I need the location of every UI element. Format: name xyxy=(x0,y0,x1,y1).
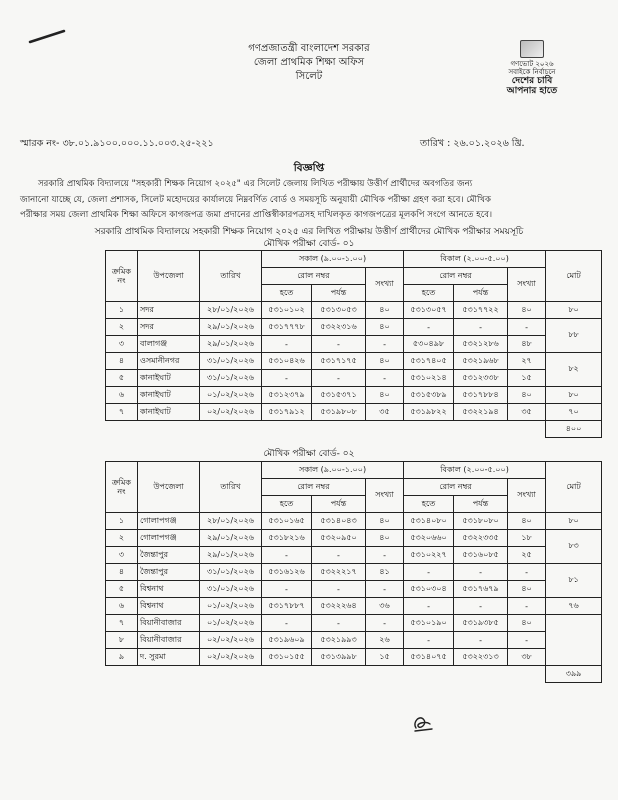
cell-mt: - xyxy=(312,547,366,564)
col-upazila: উপজেলা xyxy=(138,462,200,513)
cell-sl: ৩ xyxy=(106,336,138,353)
cell-at: ৫৩২২১৯৪ xyxy=(454,404,508,421)
cell-total: ৮৮ xyxy=(546,319,602,353)
table-row xyxy=(106,302,602,319)
blank-cell xyxy=(106,421,546,438)
col-count: সংখ্যা xyxy=(366,268,404,302)
cell-upazila: বিশ্বনাথ xyxy=(138,581,200,598)
cell-at: ৫৩২১২৮৬ xyxy=(454,336,508,353)
ballot-icon xyxy=(520,40,544,58)
cell-sl: ৩ xyxy=(106,547,138,564)
col-count: সংখ্যা xyxy=(508,479,546,513)
cell-mf: ৫৩১০৪২৬ xyxy=(262,353,312,370)
grand-total-row xyxy=(106,421,602,438)
notice-title: বিজ্ঞপ্তি xyxy=(293,162,325,174)
notice-line: পরীক্ষার সময় জেলা প্রাথমিক শিক্ষা অফিসে কাগজপত্র জমা প্রদানের প্রাপ্তিস্বীকারপত্রসহ দাখিলকৃত কাগজপত্রের মূলকপি সংগে আনতে হবে। xyxy=(20,210,493,220)
cell-ac: ৩৮ xyxy=(508,649,546,666)
grand-total: ৩৯৯ xyxy=(546,666,602,683)
cell-mt: - xyxy=(312,370,366,387)
cell-ac: - xyxy=(508,598,546,615)
cell-mt: ৫৩১৩৯৯৮ xyxy=(312,649,366,666)
logo-line: সবাইকে নির্বাচনে xyxy=(508,68,556,76)
cell-mt: - xyxy=(312,615,366,632)
cell-mt: ৫৩২২৩১৬ xyxy=(312,319,366,336)
cell-mc: - xyxy=(366,615,404,632)
col-morning: সকাল (৯.০০-১.০০) xyxy=(262,462,404,479)
cell-total: ৭৬ xyxy=(546,598,602,615)
col-morning: সকাল (৯.০০-১.০০) xyxy=(262,251,404,268)
cell-sl: ৫ xyxy=(106,370,138,387)
gov-title: গণপ্রজাতন্ত্রী বাংলাদেশ সরকার xyxy=(248,43,370,54)
cell-date: ০২/০২/২০২৬ xyxy=(200,632,262,649)
cell-date: ০১/০২/২০২৬ xyxy=(200,615,262,632)
cell-date: ২৮/০১/২০২৬ xyxy=(200,302,262,319)
cell-mc: ৪০ xyxy=(366,530,404,547)
cell-at: ৫৩১৭৭২২ xyxy=(454,302,508,319)
notice-body xyxy=(20,177,600,224)
cell-total xyxy=(546,615,602,666)
table-row xyxy=(106,564,602,581)
cell-upazila: সদর xyxy=(138,302,200,319)
table-row xyxy=(106,319,602,336)
cell-ac: ৪০ xyxy=(508,387,546,404)
table-row xyxy=(106,404,602,421)
cell-total: ৮১ xyxy=(546,564,602,598)
cell-sl: ৮ xyxy=(106,632,138,649)
col-count: সংখ্যা xyxy=(366,479,404,513)
col-date: তারিখ xyxy=(200,251,262,302)
col-count: সংখ্যা xyxy=(508,268,546,302)
cell-mf: ৫৩১৭৭৭৮ xyxy=(262,319,312,336)
cell-sl: ১ xyxy=(106,302,138,319)
cell-at: ৫৩১৯৩৮৫ xyxy=(454,615,508,632)
table-row xyxy=(106,632,602,649)
cell-mt: - xyxy=(312,581,366,598)
board-1-title: মৌখিক পরীক্ষা বোর্ড- ০১ xyxy=(263,239,355,249)
cell-date: ৩১/০১/২০২৬ xyxy=(200,353,262,370)
table-row xyxy=(106,387,602,404)
table-row xyxy=(106,370,602,387)
col-from: হতে xyxy=(404,496,454,513)
cell-mc: ৪০ xyxy=(366,319,404,336)
cell-sl: ৪ xyxy=(106,353,138,370)
cell-upazila: গোলাপগঞ্জ xyxy=(138,513,200,530)
cell-mf: - xyxy=(262,547,312,564)
cell-at: ৫৩২২৩১৩ xyxy=(454,649,508,666)
cell-ac: ৪০ xyxy=(508,513,546,530)
table-row xyxy=(106,547,602,564)
table-row xyxy=(106,513,602,530)
cell-ac: - xyxy=(508,564,546,581)
blank-cell xyxy=(106,666,546,683)
col-roll: রোল নম্বর xyxy=(262,479,366,496)
table-row xyxy=(106,530,602,547)
grand-total: ৪০০ xyxy=(546,421,602,438)
cell-mf: ৫৩১৮২১৬ xyxy=(262,530,312,547)
col-to: পর্যন্ত xyxy=(454,285,508,302)
cell-date: ০১/০২/২০২৬ xyxy=(200,387,262,404)
cell-upazila: কানাইঘাট xyxy=(138,370,200,387)
cell-ac: ৪০ xyxy=(508,581,546,598)
col-from: হতে xyxy=(404,285,454,302)
cell-sl: ৯ xyxy=(106,649,138,666)
cell-mt: ৫৩১৩০৫৩ xyxy=(312,302,366,319)
cell-date: ২৯/০১/২০২৬ xyxy=(200,547,262,564)
cell-af: ৫৩১৪০৭৫ xyxy=(404,649,454,666)
cell-af: ৫৩১৪০৮০ xyxy=(404,513,454,530)
cell-sl: ১ xyxy=(106,513,138,530)
cell-mc: ৪১ xyxy=(366,564,404,581)
cell-ac: ৪৮ xyxy=(508,336,546,353)
table-row xyxy=(106,649,602,666)
cell-af: ৫৩১৫৩৮৯ xyxy=(404,387,454,404)
district-title: সিলেট xyxy=(295,71,323,82)
col-from: হতে xyxy=(262,285,312,302)
logo-slogan: আপনার হাতে xyxy=(506,86,558,96)
cell-date: ২৯/০১/২০২৬ xyxy=(200,319,262,336)
cell-mf: ৫৩১০১৬৫ xyxy=(262,513,312,530)
cell-total: ৮০ xyxy=(546,513,602,530)
col-roll: রোল নম্বর xyxy=(404,479,508,496)
cell-mt: ৫৩১৭১৭৫ xyxy=(312,353,366,370)
col-roll: রোল নম্বর xyxy=(262,268,366,285)
cell-mt: ৫৩১৪০৪৩ xyxy=(312,513,366,530)
cell-upazila: জৈন্তাপুর xyxy=(138,547,200,564)
cell-mt: ৫৩১৫৩৭১ xyxy=(312,387,366,404)
cell-at: ৫৩১৬০৮৫ xyxy=(454,547,508,564)
col-date: তারিখ xyxy=(200,462,262,513)
cell-upazila: দ. সুরমা xyxy=(138,649,200,666)
cell-date: ৩১/০১/২০২৬ xyxy=(200,370,262,387)
cell-at: ৫৩২১৯৬৮ xyxy=(454,353,508,370)
cell-sl: ২ xyxy=(106,319,138,336)
cell-upazila: বিয়ানীবাজার xyxy=(138,632,200,649)
table-row xyxy=(106,581,602,598)
cell-mf: ৫৩১০১০২ xyxy=(262,302,312,319)
cell-ac: ৪০ xyxy=(508,615,546,632)
cell-sl: ৪ xyxy=(106,564,138,581)
cell-at: ৫৩১৭৬৭৯ xyxy=(454,581,508,598)
cell-mc: - xyxy=(366,547,404,564)
cell-at: - xyxy=(454,632,508,649)
cell-mc: - xyxy=(366,336,404,353)
cell-mc: ৪০ xyxy=(366,353,404,370)
pen-mark xyxy=(28,28,68,44)
cell-mf: ৫৩১৯৬০৯ xyxy=(262,632,312,649)
cell-upazila: সদর xyxy=(138,319,200,336)
cell-ac: ১৫ xyxy=(508,370,546,387)
cell-total: ৮২ xyxy=(546,353,602,387)
cell-mt: ৫৩১৯৮০৮ xyxy=(312,404,366,421)
cell-mc: ৪০ xyxy=(366,513,404,530)
notice-line: জানানো যাচ্ছে যে, জেলা প্রশাসক, সিলেট মহোদয়ের কার্যালয়ে নিম্নবর্ণিত বোর্ড ও সময়সূচি অনুযায়ী মৌখিক পরীক্ষা গ্রহণ করা হবে। মৌখিক xyxy=(20,194,492,205)
cell-af: ৫৩১৯৮২২ xyxy=(404,404,454,421)
cell-af: ৫৩১০২১৪ xyxy=(404,370,454,387)
cell-ac: - xyxy=(508,632,546,649)
col-serial: ক্রমিক নং xyxy=(106,462,138,513)
cell-mf: - xyxy=(262,581,312,598)
cell-af: ৫৩২০৬৬০ xyxy=(404,530,454,547)
cell-date: ০২/০২/২০২৬ xyxy=(200,649,262,666)
cell-upazila: বালাগঞ্জ xyxy=(138,336,200,353)
cell-mc: ৪০ xyxy=(366,302,404,319)
cell-mt: - xyxy=(312,336,366,353)
col-serial: ক্রমিক নং xyxy=(106,251,138,302)
cell-ac: ১৮ xyxy=(508,530,546,547)
cell-at: - xyxy=(454,319,508,336)
cell-af: ৫৩১৭৪০৫ xyxy=(404,353,454,370)
referendum-logo xyxy=(497,40,567,96)
cell-at: ৫৩১২৩৩৮ xyxy=(454,370,508,387)
memo-date: তারিখ : ২৬.০১.২০২৬ খ্রি. xyxy=(420,138,525,149)
cell-mf: ৫৩১৭৮৮৭ xyxy=(262,598,312,615)
table-row xyxy=(106,336,602,353)
cell-at: ৫৩১৭৮৮৪ xyxy=(454,387,508,404)
cell-sl: ৭ xyxy=(106,615,138,632)
cell-at: ৫৩২২৩৩৫ xyxy=(454,530,508,547)
cell-ac: ৩৫ xyxy=(508,404,546,421)
cell-af: ৫৩১০২২৭ xyxy=(404,547,454,564)
col-total: মোট xyxy=(546,251,602,302)
cell-total: ৮০ xyxy=(546,302,602,319)
cell-mc: - xyxy=(366,581,404,598)
cell-upazila: জৈন্তাপুর xyxy=(138,564,200,581)
cell-mf: ৫৩১৭৯১২ xyxy=(262,404,312,421)
cell-total: ৮৩ xyxy=(546,530,602,564)
cell-af: ৫৩১০১৯০ xyxy=(404,615,454,632)
table-row xyxy=(106,615,602,632)
cell-mt: ৫৩২২২৬৪ xyxy=(312,598,366,615)
cell-mf: - xyxy=(262,336,312,353)
cell-date: ০২/০২/২০২৬ xyxy=(200,404,262,421)
cell-upazila: বিয়ানীবাজার xyxy=(138,615,200,632)
logo-line: গণভোট ২০২৬ xyxy=(510,60,554,68)
cell-af: ৫৩০৪৯৮ xyxy=(404,336,454,353)
cell-date: ২৯/০১/২০২৬ xyxy=(200,336,262,353)
notice-line: সরকারি প্রাথমিক বিদ্যালয়ে "সহকারী শিক্ষক নিয়োগ ২০২৫" এর সিলেট জেলায় লিখিত পরীক্ষায় উত্তীর্ণ প্রার্থীদের অবগতির জন্য xyxy=(38,179,473,189)
cell-mf: ৫৩১৬১২৬ xyxy=(262,564,312,581)
cell-upazila: ওসমানীনগর xyxy=(138,353,200,370)
cell-at: - xyxy=(454,598,508,615)
cell-af: ৫৩১০৩০৪ xyxy=(404,581,454,598)
board-2-table xyxy=(105,461,602,683)
col-to: পর্যন্ত xyxy=(454,496,508,513)
cell-date: ২৮/০১/২০২৬ xyxy=(200,513,262,530)
cell-mc: - xyxy=(366,370,404,387)
col-upazila: উপজেলা xyxy=(138,251,200,302)
col-from: হতে xyxy=(262,496,312,513)
cell-ac: - xyxy=(508,319,546,336)
cell-total: ৮০ xyxy=(546,387,602,404)
col-to: পর্যন্ত xyxy=(312,285,366,302)
col-afternoon: বিকাল (২.০০-৫.০০) xyxy=(404,462,546,479)
table-row xyxy=(106,598,602,615)
cell-mc: ১৫ xyxy=(366,649,404,666)
cell-upazila: গোলাপগঞ্জ xyxy=(138,530,200,547)
cell-mc: ২৬ xyxy=(366,632,404,649)
col-to: পর্যন্ত xyxy=(312,496,366,513)
signature xyxy=(410,712,436,734)
cell-mt: ৫৩২২২১৭ xyxy=(312,564,366,581)
cell-at: - xyxy=(454,564,508,581)
cell-ac: ৪০ xyxy=(508,302,546,319)
cell-sl: ৭ xyxy=(106,404,138,421)
board-1-table xyxy=(105,250,602,438)
cell-sl: ২ xyxy=(106,530,138,547)
cell-upazila: কানাইঘাট xyxy=(138,387,200,404)
cell-sl: ৬ xyxy=(106,598,138,615)
cell-mc: ৩৫ xyxy=(366,404,404,421)
cell-af: - xyxy=(404,564,454,581)
cell-sl: ৫ xyxy=(106,581,138,598)
cell-at: ৫৩১৮০৮০ xyxy=(454,513,508,530)
cell-date: ৩১/০১/২০২৬ xyxy=(200,564,262,581)
cell-mf: ৫৩১২৩৭৯ xyxy=(262,387,312,404)
cell-date: ৩১/০১/২০২৬ xyxy=(200,581,262,598)
col-afternoon: বিকাল (২.০০-৫.০০) xyxy=(404,251,546,268)
memo-number: স্মারক নং- ৩৮.০১.৯১০০.০০০.১১.০০৩.২৫-২২১ xyxy=(20,138,214,149)
cell-af: - xyxy=(404,632,454,649)
office-title: জেলা প্রাথমিক শিক্ষা অফিস xyxy=(253,57,365,68)
cell-mt: ৫৩২০৯৫০ xyxy=(312,530,366,547)
cell-mc: ৪০ xyxy=(366,387,404,404)
col-roll: রোল নম্বর xyxy=(404,268,508,285)
cell-date: ২৯/০১/২০২৬ xyxy=(200,530,262,547)
cell-af: - xyxy=(404,319,454,336)
cell-af: - xyxy=(404,598,454,615)
cell-sl: ৬ xyxy=(106,387,138,404)
cell-upazila: বিশ্বনাথ xyxy=(138,598,200,615)
col-total: মোট xyxy=(546,462,602,513)
cell-mt: ৫৩২১৯৯৩ xyxy=(312,632,366,649)
cell-mc: ৩৬ xyxy=(366,598,404,615)
cell-total: ৭০ xyxy=(546,404,602,421)
logo-slogan: দেশের চাবি xyxy=(511,76,553,86)
cell-ac: ২৫ xyxy=(508,547,546,564)
grand-total-row xyxy=(106,666,602,683)
cell-mf: ৫৩১০১৫৫ xyxy=(262,649,312,666)
cell-upazila: কানাইঘাট xyxy=(138,404,200,421)
cell-mf: - xyxy=(262,370,312,387)
cell-mf: - xyxy=(262,615,312,632)
cell-ac: ২৭ xyxy=(508,353,546,370)
board-2-title: মৌখিক পরীক্ষা বোর্ড- ০২ xyxy=(263,449,355,459)
cell-af: ৫৩১৩০৫৭ xyxy=(404,302,454,319)
cell-date: ০১/০২/২০২৬ xyxy=(200,598,262,615)
schedule-caption: সরকারি প্রাথমিক বিদ্যালয়ে সহকারী শিক্ষক নিয়োগ ২০২৫ এর লিখিত পরীক্ষায় উত্তীর্ণ প্রার্থীদের মৌখিক পরীক্ষার সময়সূচি xyxy=(94,227,524,237)
table-row xyxy=(106,353,602,370)
